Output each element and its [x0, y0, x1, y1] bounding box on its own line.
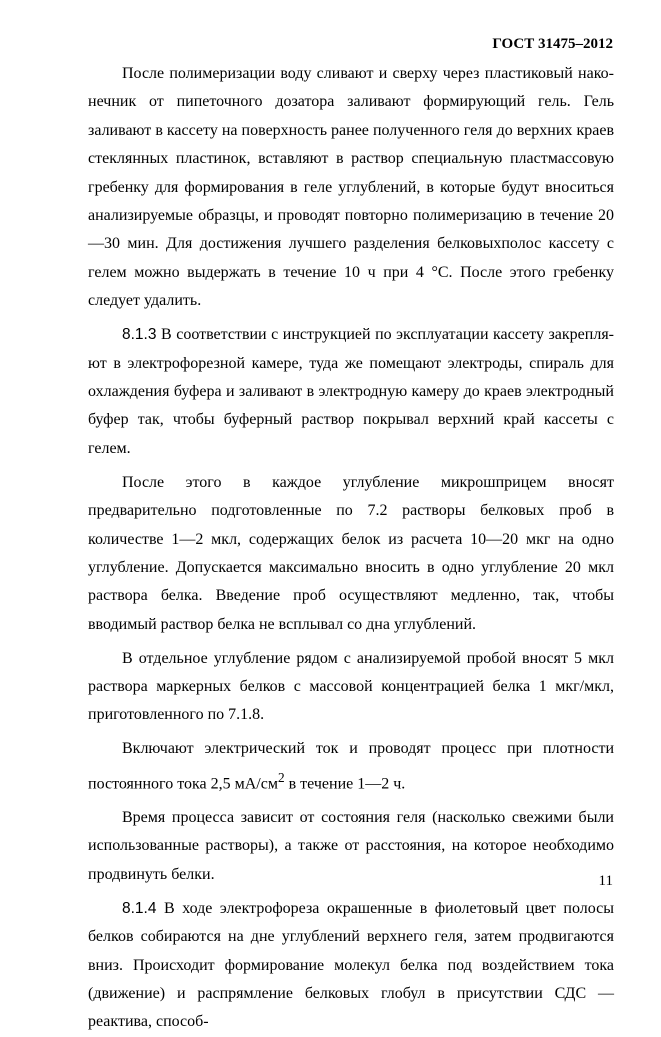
paragraph-sample-loading	[88, 469, 614, 639]
paragraph-process-time	[88, 804, 614, 889]
paragraph-text: После полимеризации воду сливают и сверху через пластиковый наконечник от пипеточного дозатора заливают формирующий гель. Гель заливают в кассету на поверхность ранее полученного геля до верхних краев стеклянных пластинок, вставляют в раствор специальную пластмассовую гребенку для формирования в геле углублений, в которые будут вноситься анализируемые образцы, и проводят повторно полимеризацию в течение 20—30 мин. Для достижения лучшего разделения белковыхполос кассету с гелем можно выдержать в течение 10 ч при 4 °С. После этого гребенку следует удалить.	[88, 65, 614, 310]
paragraph-8-1-4	[88, 895, 614, 1037]
paragraph-marker-proteins	[88, 645, 614, 730]
paragraph-current	[88, 735, 614, 798]
paragraph-text: В отдельное углубление рядом с анализируемой пробой вносят 5 мкл раствора маркерных белков с массовой концентрацией белка 1 мкг/мкл, приготовленного по 7.1.8.	[88, 649, 614, 724]
paragraph-text: в течение 1—2 ч.	[284, 775, 406, 793]
paragraph-text: В соответствии с инструкцией по эксплуатации кассету закрепляют в электрофорезной камере, туда же помещают электроды, спираль для охлаждения буфера и заливают в электродную камеру до краев электродный буфер так, чтобы буферный раствор покрывал верхний край кассеты с гелем.	[88, 326, 614, 457]
paragraph-8-1-3	[88, 321, 614, 463]
paragraph-text: Включают электрический ток и проводят процесс при плотности постоянного тока 2,5 мА/см	[88, 740, 614, 793]
paragraph-text: После этого в каждое углубление микрошприцем вносят предварительно подготовленные по 7.2 растворы белковых проб в количестве 1—2 мкл, содержащих белок из расчета 10—20 мкг на одно углубление. Допускается максимально вносить в одно углубление 20 мкл раствора белка. Введение проб осуществляют медленно, так, чтобы вводимый раствор белка не всплывал со дна углублений.	[88, 473, 614, 633]
paragraph-polymerization	[88, 60, 614, 316]
section-number: 8.1.4	[122, 899, 157, 917]
paragraph-text: В ходе электрофореза окрашенные в фиолетовый цвет полосы белков собираются на дне углублений верхнего геля, затем продвигаются вниз. Происходит формирование молекул белка под воздействием тока (движение) и распрямление белковых глобул в присутствии СДС — реактива, способ-	[88, 899, 614, 1031]
page-number: 11	[598, 873, 613, 889]
section-number: 8.1.3	[122, 326, 157, 344]
document-body	[88, 60, 614, 1037]
superscript: 2	[277, 769, 285, 785]
document-header: ГОСТ 31475–2012	[492, 36, 613, 52]
paragraph-text: Время процесса зависит от состояния геля (насколько свежими были использованные растворы), а также от расстояния, на которое необходимо продвинуть белки.	[88, 808, 614, 883]
